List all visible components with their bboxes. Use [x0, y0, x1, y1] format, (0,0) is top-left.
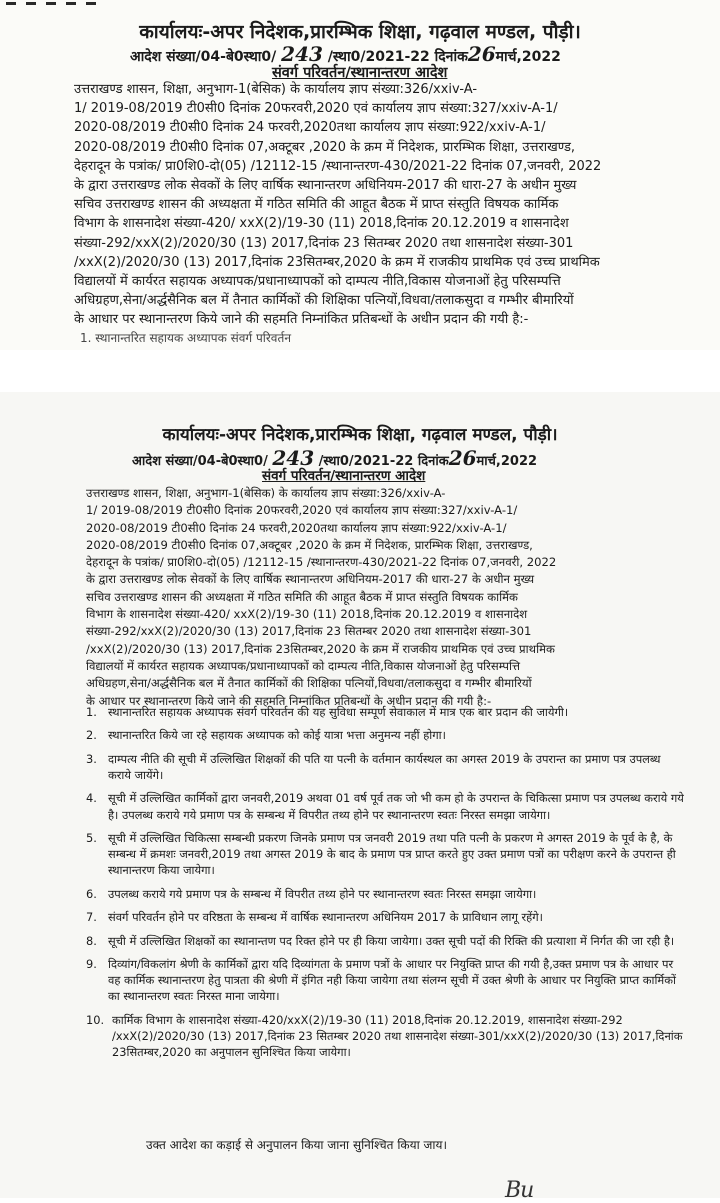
conditions-list [86, 704, 686, 1068]
body-line: के द्वारा उत्तराखण्ड लोक सेवकों के लिए वार्षिक स्थानान्तरण अधिनियम-2017 की धारा-27 के अधीन मुख्य [74, 178, 577, 194]
order-body-paragraph [74, 80, 696, 330]
body-line: के आधार पर स्थानान्तरण किये जाने की सहमति निम्नांकित प्रतिबन्धों के अधीन प्रदान की गयी है:- [86, 693, 492, 708]
body-line: अधिग्रहण,सेना/अर्द्धसैनिक बल में तैनात कार्मिकों की शिक्षिका पत्नियों,विधवा/तलाकसुदा व गम्भीर बीमारियों [86, 676, 532, 691]
condition-text: सूची में उल्लिखित शिक्षकों का स्थानान्तण पद रिक्त होने पर ही किया जायेगा। उक्त सूची पदों की रिक्ति की प्रत्याशा में निर्गत की जा रही है। [108, 933, 675, 948]
order-prefix: आदेश संख्या/04-बे0स्था0/ [130, 49, 277, 65]
body-line: सचिव उत्तराखण्ड शासन की अध्यक्षता में गठित समिति की आहूत बैठक में प्राप्त संस्तुति विषयक कार्मिक [86, 589, 518, 604]
condition-item [86, 933, 686, 949]
condition-item [86, 909, 686, 925]
condition-number: 6. [86, 886, 97, 901]
order-subject: संवर्ग परिवर्तन/स्थानान्तरण आदेश [262, 468, 426, 484]
condition-text: स्थानान्तरित किये जा रहे सहायक अध्यापक को कोई यात्रा भत्ता अनुमन्य नहीं होगा। [108, 728, 446, 743]
condition-item [86, 751, 686, 783]
top-edge-marks [0, 2, 720, 14]
order-suffix: /स्था0/2021-22 दिनांक [318, 454, 449, 469]
condition-item [86, 956, 686, 1005]
body-line: 2020-08/2019 टी0सी0 दिनांक 07,अक्टूबर ,2020 के क्रम में निदेशक, प्रारम्भिक शिक्षा, उत्तराखण्ड, [74, 139, 576, 155]
order-number-handwritten: 243 [272, 446, 315, 470]
order-month-year: मार्च,2022 [476, 454, 538, 469]
condition-text: स्थानान्तरित सहायक अध्यापक संवर्ग परिवर्तन की यह सुविधा सम्पूर्ण सेवाकाल में मात्र एक बार प्रदान की जायेगी। [108, 705, 569, 719]
office-title: कार्यालयः-अपर निदेशक,प्रारम्भिक शिक्षा, गढ़वाल मण्डल, पौड़ी। [139, 21, 581, 43]
condition-item [86, 886, 686, 902]
body-line: विद्यालयों में कार्यरत सहायक अध्यापक/प्रधानाध्यापकों को दाम्पत्य नीति,विकास योजनाओं हेतु परिसम्पत्ति [74, 274, 561, 290]
condition-text: सूची में उल्लिखित कार्मिकों द्वारा जनवरी,2019 अथवा 01 वर्ष पूर्व तक जो भी कम हो के उपरान्त के चिकित्सा प्रमाण पत्र उपलब्ध कराये गये है। उपलब्ध कराये गये प्रमाण पत्र के सम्बन्ध में विपरीत तथ्य होने पर स्थानान्तरण स्वतः निरस्त समझा जायेगा। [108, 791, 684, 822]
condition-item [86, 727, 686, 743]
condition-number: 2. [86, 728, 97, 743]
condition-number: 8. [86, 933, 97, 948]
order-date-handwritten: 26 [448, 446, 477, 470]
body-line: /xxX(2)/2020/30 (13) 2017,दिनांक 23सितम्बर,2020 के क्रम में राजकीय प्राथमिक एवं उच्च प्राथमिक [86, 641, 555, 656]
body-line: 1/ 2019-08/2019 टी0सी0 दिनांक 20फरवरी,2020 एवं कार्यालय ज्ञाप संख्या:327/xxiv-A-1/ [74, 101, 558, 117]
condition-text: दिव्यांग/विकलांग श्रेणी के कार्मिकों द्वारा यदि दिव्यांगता के प्रमाण पत्रों के आधार पर नियुक्ति प्राप्त की गयी है,उक्त प्रमाण पत्र के आधार पर वह कार्मिक स्थानान्तरण हेतु पात्रता की श्रेणी में इंगित नही किया जायेगा तथा संलग्न सूची में उक्त श्रेणी के आधार पर नियुक्ति प्राप्त कार्मिकों का स्थानान्तरण स्वतः निरस्त माना जायेगा। [108, 956, 676, 1004]
body-line: अधिग्रहण,सेना/अर्द्धसैनिक बल में तैनात कार्मिकों की शिक्षिका पत्नियों,विधवा/तलाकसुदा व गम्भीर बीमारियों [74, 293, 574, 309]
body-line: /xxX(2)/2020/30 (13) 2017,दिनांक 23सितम्बर,2020 के क्रम में राजकीय प्राथमिक एवं उच्च प्राथमिक [74, 254, 600, 270]
document-page-full-copy [0, 392, 720, 1203]
handwritten-signature: Bu [505, 1178, 534, 1203]
order-number-handwritten: 243 [281, 42, 323, 66]
body-line: संख्या-292/xxX(2)/2020/30 (13) 2017,दिनांक 23 सितम्बर 2020 तथा शासनादेश संख्या-301 [74, 235, 574, 251]
condition-item [86, 830, 686, 879]
condition-number: 1. [86, 705, 97, 719]
body-line: के आधार पर स्थानान्तरण किये जाने की सहमति निम्नांकित प्रतिबन्धों के अधीन प्रदान की गयी है:- [74, 312, 529, 328]
order-subject: संवर्ग परिवर्तन/स्थानान्तरण आदेश [272, 65, 448, 81]
body-line: विभाग के शासनादेश संख्या-420/ xxX(2)/19-30 (11) 2018,दिनांक 20.12.2019 व शासनादेश [74, 216, 569, 232]
condition-number: 9. [86, 956, 97, 971]
condition-item [86, 790, 686, 822]
order-body-paragraph [86, 485, 676, 710]
condition-text: उपलब्ध कराये गये प्रमाण पत्र के सम्बन्ध में विपरीत तथ्य होने पर स्थानान्तरण स्वतः निरस्त समझा जायेगा। [108, 886, 537, 901]
closing-instruction: उक्त आदेश का कड़ाई से अनुपालन किया जाना सुनिश्चित किया जाय। [146, 1138, 448, 1152]
body-line: 2020-08/2019 टी0सी0 दिनांक 24 फरवरी,2020तथा कार्यालय ज्ञाप संख्या:922/xxiv-A-1/ [86, 520, 507, 535]
condition-text: कार्मिक विभाग के शासनादेश संख्या-420/xxX(2)/19-30 (11) 2018,दिनांक 20.12.2019, शासनादेश संख्या-292 /xxX(2)/2020/30 (13) 2017,दिनांक 23 सितम्बर 2020 तथा शासनादेश संख्या-301/xxX(2)/2020/30 (13) 2017,दिनांक 23सितम्बर,2020 का अनुपालन सुनिश्चित किया जायेगा। [112, 1012, 683, 1060]
cut-off-first-point: 1. स्थानान्तरित सहायक अध्यापक संवर्ग परिवर्तन [80, 331, 291, 345]
body-line: देहरादून के पत्रांक/ प्रा0शि0-दो(05) /12112-15 /स्थानान्तरण-430/2021-22 दिनांक 07,जनवरी, 2022 [74, 158, 602, 174]
office-title: कार्यालयः-अपर निदेशक,प्रारम्भिक शिक्षा, गढ़वाल मण्डल, पौड़ी। [162, 425, 558, 445]
body-line: संख्या-292/xxX(2)/2020/30 (13) 2017,दिनांक 23 सितम्बर 2020 तथा शासनादेश संख्या-301 [86, 624, 532, 639]
order-month-year: मार्च,2022 [495, 49, 561, 65]
condition-number: 4. [86, 791, 97, 806]
condition-number: 3. [86, 751, 97, 766]
body-line: 2020-08/2019 टी0सी0 दिनांक 24 फरवरी,2020तथा कार्यालय ज्ञाप संख्या:922/xxiv-A-1/ [74, 120, 546, 136]
body-line: विद्यालयों में कार्यरत सहायक अध्यापक/प्रधानाध्यापकों को दाम्पत्य नीति,विकास योजनाओं हेतु परिसम्पत्ति [86, 658, 521, 673]
order-prefix: आदेश संख्या/04-बे0स्था0/ [132, 454, 268, 469]
condition-item [86, 1012, 686, 1061]
body-line: देहरादून के पत्रांक/ प्रा0शि0-दो(05) /12112-15 /स्थानान्तरण-430/2021-22 दिनांक 07,जनवरी, 2022 [86, 555, 557, 570]
order-date-handwritten: 26 [467, 42, 496, 66]
body-line: 1/ 2019-08/2019 टी0सी0 दिनांक 20फरवरी,2020 एवं कार्यालय ज्ञाप संख्या:327/xxiv-A-1/ [86, 503, 518, 518]
body-line: उत्तराखण्ड शासन, शिक्षा, अनुभाग-1(बेसिक) के कार्यालय ज्ञाप संख्या:326/xxiv-A- [74, 82, 478, 97]
condition-text: संवर्ग परिवर्तन होने पर वरिष्ठता के सम्बन्ध में वार्षिक स्थानान्तरण अधिनियम 2017 के प्राविधान लागू रहेंगे। [108, 910, 543, 925]
order-suffix: /स्था0/2021-22 दिनांक [327, 49, 468, 65]
body-line: 2020-08/2019 टी0सी0 दिनांक 07,अक्टूबर ,2020 के क्रम में निदेशक, प्रारम्भिक शिक्षा, उत्तराखण्ड, [86, 537, 533, 552]
condition-number: 5. [86, 830, 97, 845]
condition-text: सूची में उल्लिखित चिकित्सा सम्बन्धी प्रकरण जिनके प्रमाण पत्र जनवरी 2019 तथा पति पत्नी के प्रकरण मे अगस्त 2019 के पूर्व के है, के सम्बन्ध में क्रमशः जनवरी,2019 तथा अगस्त 2019 के बाद के प्रमाण पत्र प्राप्त करते हुए उक्त प्रमाण पत्रों का परीक्षण करने के उपरान्त ही स्थानान्तरण किया जायेगा। [108, 830, 676, 878]
condition-number: 7. [86, 910, 97, 925]
body-line: विभाग के शासनादेश संख्या-420/ xxX(2)/19-30 (11) 2018,दिनांक 20.12.2019 व शासनादेश [86, 607, 528, 622]
body-line: सचिव उत्तराखण्ड शासन की अध्यक्षता में गठित समिति की आहूत बैठक में प्राप्त संस्तुति विषयक कार्मिक [74, 197, 559, 213]
body-line: के द्वारा उत्तराखण्ड लोक सेवकों के लिए वार्षिक स्थानान्तरण अधिनियम-2017 की धारा-27 के अधीन मुख्य [86, 572, 535, 587]
document-page-top-copy [0, 0, 720, 350]
condition-text: दाम्पत्य नीति की सूची में उल्लिखित शिक्षकों की पति या पत्नी के वर्तमान कार्यस्थल का अगस्त 2019 के उपरान्त का प्रमाण पत्र उपलब्ध कराये जायेंगे। [108, 751, 661, 782]
condition-number: 10. [86, 1012, 105, 1027]
condition-item [86, 704, 686, 720]
body-line: उत्तराखण्ड शासन, शिक्षा, अनुभाग-1(बेसिक) के कार्यालय ज्ञाप संख्या:326/xxiv-A- [86, 486, 446, 500]
